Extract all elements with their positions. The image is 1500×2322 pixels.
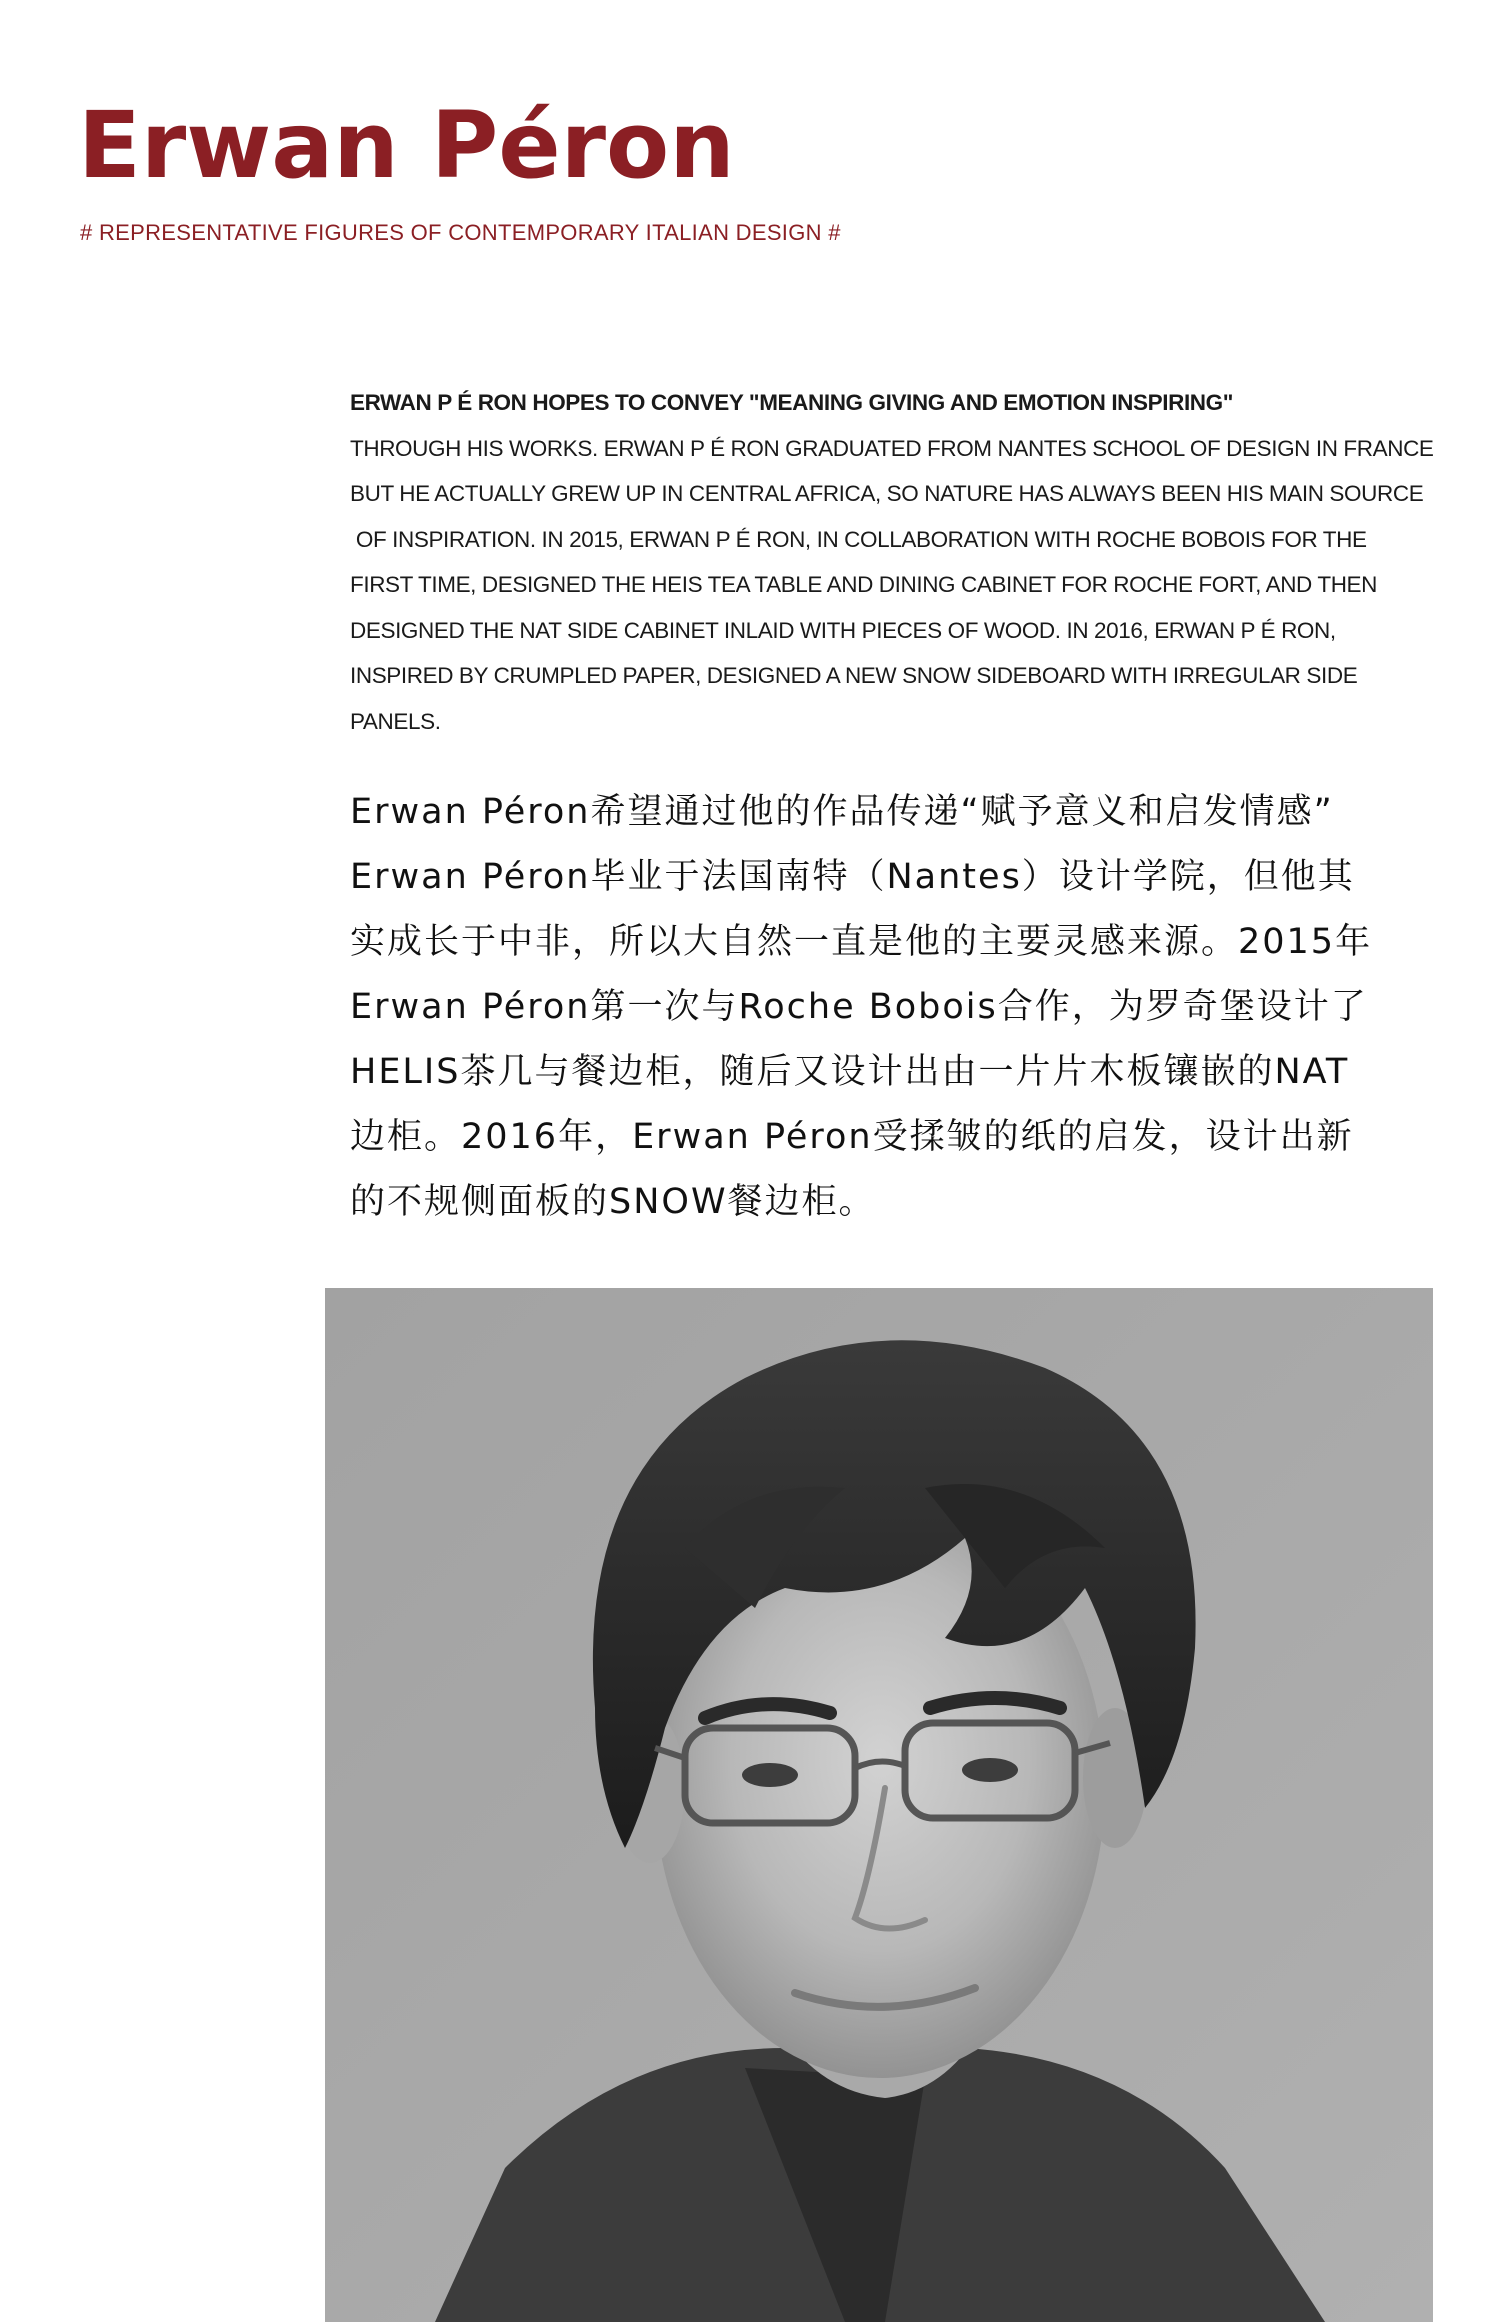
chinese-line: HELIS茶几与餐边柜，随后又设计出由一片片木板镶嵌的NAT <box>350 1052 1350 1092</box>
english-line: FIRST TIME, DESIGNED THE HEIS TEA TABLE AND DINING CABINET FOR ROCHE FORT, AND THEN <box>350 572 1378 597</box>
chinese-line: 实成长于中非，所以大自然一直是他的主要灵感来源。2015年 <box>350 922 1373 962</box>
english-paragraph <box>350 380 1434 744</box>
chinese-paragraph <box>350 780 1450 1235</box>
chinese-line: 的不规侧面板的SNOW餐边柜。 <box>350 1182 876 1222</box>
english-line: OF INSPIRATION. IN 2015, ERWAN P É RON, IN COLLABORATION WITH ROCHE BOBOIS FOR THE <box>350 526 1367 552</box>
english-line: THROUGH HIS WORKS. ERWAN P É RON GRADUATED FROM NANTES SCHOOL OF DESIGN IN FRANCE <box>350 435 1434 461</box>
english-line: INSPIRED BY CRUMPLED PAPER, DESIGNED A NEW SNOW SIDEBOARD WITH IRREGULAR SIDE <box>350 663 1358 688</box>
english-line: ERWAN P É RON HOPES TO CONVEY "MEANING GIVING AND EMOTION INSPIRING" <box>350 390 1234 415</box>
chinese-line: 边柜。2016年，Erwan Péron受揉皱的纸的启发，设计出新 <box>350 1117 1354 1157</box>
chinese-line: Erwan Péron毕业于法国南特（Nantes）设计学院，但他其 <box>350 857 1355 897</box>
chinese-line: Erwan Péron第一次与Roche Bobois合作，为罗奇堡设计了 <box>350 987 1368 1027</box>
portrait-photo <box>325 1288 1433 2322</box>
page-title: Erwan Péron <box>78 92 735 199</box>
english-line: PANELS. <box>350 708 441 734</box>
tagline: # REPRESENTATIVE FIGURES OF CONTEMPORARY ITALIAN DESIGN # <box>80 220 841 245</box>
chinese-line: Erwan Péron希望通过他的作品传递“赋予意义和启发情感” <box>350 792 1334 832</box>
english-line: DESIGNED THE NAT SIDE CABINET INLAID WITH PIECES OF WOOD. IN 2016, ERWAN P É RON, <box>350 617 1336 643</box>
english-line: BUT HE ACTUALLY GREW UP IN CENTRAL AFRICA, SO NATURE HAS ALWAYS BEEN HIS MAIN SOURCE <box>350 481 1424 506</box>
